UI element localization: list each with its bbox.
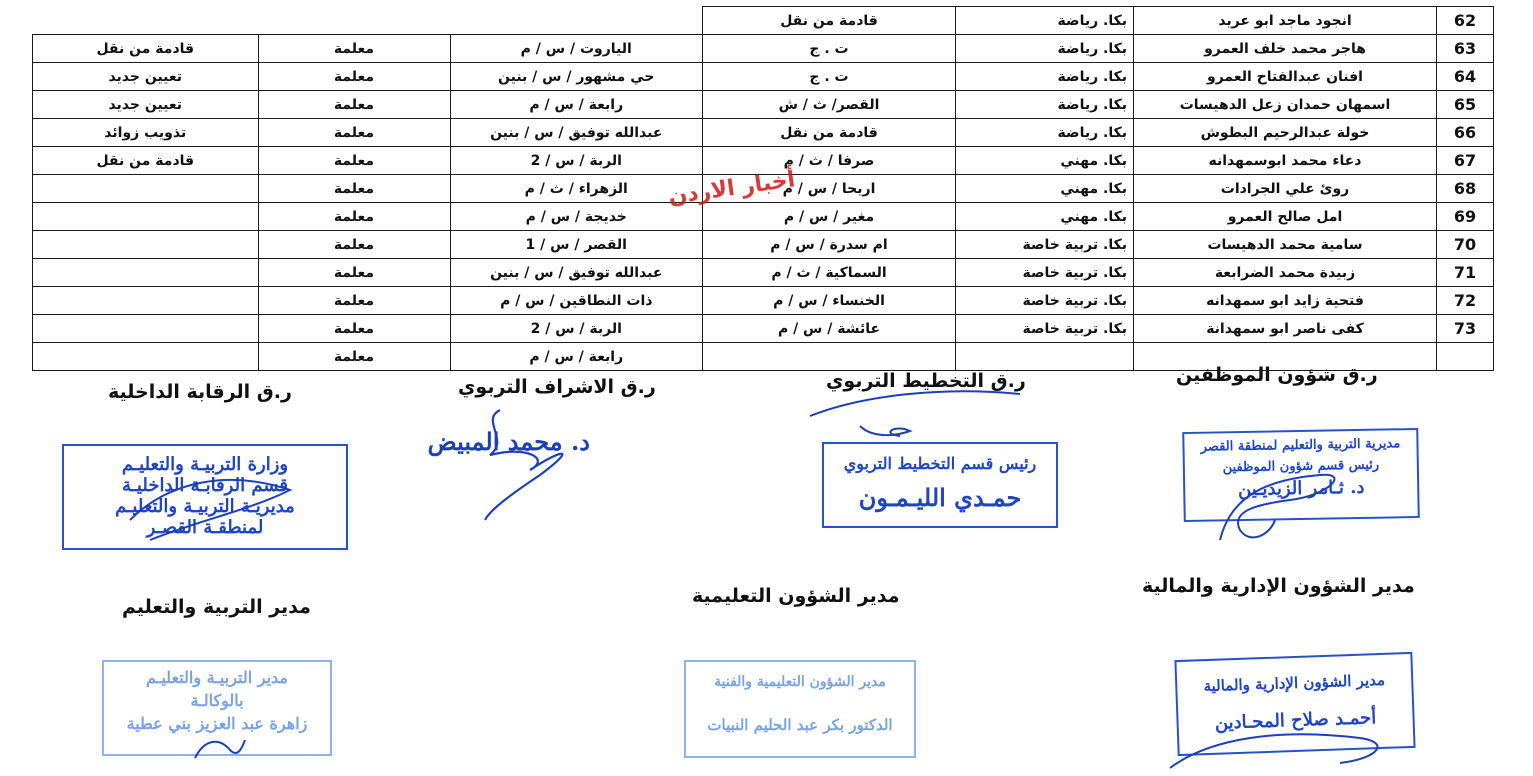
watermark: أخبار الاردن xyxy=(666,167,797,210)
note-cell xyxy=(33,203,259,231)
note-cell xyxy=(33,315,259,343)
to-school-cell: حي مشهور / س / بنين xyxy=(450,63,703,91)
stamp-educational: مدير الشؤون التعليمية والفنية الدكتور بكر عبد الحليم النبيات xyxy=(684,660,916,758)
row-number-cell: 68 xyxy=(1437,175,1494,203)
job-title-cell: معلمة xyxy=(258,35,450,63)
table-row xyxy=(33,147,1494,175)
row-number-cell: 63 xyxy=(1437,35,1494,63)
row-number-cell: 70 xyxy=(1437,231,1494,259)
teacher-name-cell: انجود ماجد ابو عريد xyxy=(1134,7,1437,35)
teacher-name-cell: كفى ناصر ابو سمهدانة xyxy=(1134,315,1437,343)
job-title-cell: معلمة xyxy=(258,259,450,287)
to-school-cell: عبدالله توفيق / س / بنين xyxy=(450,119,703,147)
specialization-cell: بكا. مهني xyxy=(956,147,1134,175)
specialization-cell: بكا. تربية خاصة xyxy=(956,287,1134,315)
title-educational: مدير الشؤون التعليمية xyxy=(692,585,900,607)
table-row xyxy=(33,91,1494,119)
to-school-cell: خديجة / س / م xyxy=(450,203,703,231)
note-cell xyxy=(33,287,259,315)
table-row xyxy=(33,287,1494,315)
to-school-cell: الزهراء / ث / م xyxy=(450,175,703,203)
note-cell: تذويب زوائد xyxy=(33,119,259,147)
job-title-cell: معلمة xyxy=(258,63,450,91)
teacher-name-cell: افنان عبدالفتاح العمرو xyxy=(1134,63,1437,91)
stamp-admin: مدير الشؤون الإدارية والمالية أحمـد صلاح المحـادين xyxy=(1174,652,1415,756)
job-title-cell: معلمة xyxy=(258,315,450,343)
title-planning: ر.ق التخطيط التربوي xyxy=(826,370,1026,392)
teacher-name-cell: دعاء محمد ابوسمهدانه xyxy=(1134,147,1437,175)
note-cell: قادمة من نقل xyxy=(33,147,259,175)
job-title-cell: معلمة xyxy=(258,231,450,259)
stamp-planning: رئيس قسم التخطيط التربوي حمـدي الليـمـون xyxy=(822,442,1058,528)
row-number-cell: 65 xyxy=(1437,91,1494,119)
stamp-personnel: مديرية التربية والتعليم لمنطقة القصر رئيس قسم شؤون الموظفين د. ثـامر الزيديـين xyxy=(1182,428,1420,522)
teacher-name-cell: زبيدة محمد الضرابعة xyxy=(1134,259,1437,287)
note-cell: قادمة من نقل xyxy=(33,35,259,63)
teacher-name-cell: امل صالح العمرو xyxy=(1134,203,1437,231)
title-supervision: ر.ق الاشراف التربوي xyxy=(458,376,656,398)
from-school-cell xyxy=(703,343,956,371)
job-title-cell: معلمة xyxy=(258,119,450,147)
job-title-cell: معلمة xyxy=(258,203,450,231)
to-school-cell: رابعة / س / م xyxy=(450,343,703,371)
row-number-cell xyxy=(1437,343,1494,371)
job-title-cell xyxy=(258,7,450,35)
from-school-cell: السماكية / ث / م xyxy=(703,259,956,287)
from-school-cell: القصر/ ث / ش xyxy=(703,91,956,119)
note-cell: تعيين جديد xyxy=(33,63,259,91)
title-director: مدير التربية والتعليم xyxy=(122,596,311,618)
to-school-cell xyxy=(450,7,703,35)
row-number-cell: 69 xyxy=(1437,203,1494,231)
table-row xyxy=(33,119,1494,147)
to-school-cell: الياروت / س / م xyxy=(450,35,703,63)
from-school-cell: ام سدرة / س / م xyxy=(703,231,956,259)
title-personnel: ر.ق شؤون الموظفين xyxy=(1176,364,1378,386)
note-cell xyxy=(33,231,259,259)
to-school-cell: الربة / س / 2 xyxy=(450,147,703,175)
job-title-cell: معلمة xyxy=(258,287,450,315)
from-school-cell: صرفا / ث / م xyxy=(703,147,956,175)
note-cell: تعيين جديد xyxy=(33,91,259,119)
row-number-cell: 66 xyxy=(1437,119,1494,147)
job-title-cell: معلمة xyxy=(258,175,450,203)
to-school-cell: القصر / س / 1 xyxy=(450,231,703,259)
note-cell xyxy=(33,343,259,371)
specialization-cell: بكا. تربية خاصة xyxy=(956,259,1134,287)
specialization-cell: بكا. تربية خاصة xyxy=(956,231,1134,259)
signature-supervision xyxy=(427,400,690,530)
title-audit: ر.ق الرقابة الداخلية xyxy=(108,381,292,403)
teacher-name-cell: سامية محمد الدهيسات xyxy=(1134,231,1437,259)
stamp-audit: وزارة التربيـة والتعليـم قسم الرقابـة الداخليـة مديريـة التربيـة والتعليـم لمنطقـة القصـر xyxy=(62,444,348,550)
title-admin: مدير الشؤون الإدارية والمالية xyxy=(1142,575,1415,597)
stamp-director: مدير التربيـة والتعليـم بالوكالـة زاهرة عبد العزيز بني عطية xyxy=(102,660,332,756)
from-school-cell: قادمة من نقل xyxy=(703,7,956,35)
row-number-cell: 73 xyxy=(1437,315,1494,343)
teacher-name-cell: فتحية زايد ابو سمهدانه xyxy=(1134,287,1437,315)
specialization-cell: بكا. رياضة xyxy=(956,119,1134,147)
from-school-cell: قادمة من نقل xyxy=(703,119,956,147)
row-number-cell: 64 xyxy=(1437,63,1494,91)
row-number-cell: 67 xyxy=(1437,147,1494,175)
from-school-cell: الخنساء / س / م xyxy=(703,287,956,315)
teacher-name-cell: هاجر محمد خلف العمرو xyxy=(1134,35,1437,63)
note-cell xyxy=(33,259,259,287)
specialization-cell: بكا. رياضة xyxy=(956,91,1134,119)
specialization-cell xyxy=(956,343,1134,371)
to-school-cell: الربة / س / 2 xyxy=(450,315,703,343)
job-title-cell: معلمة xyxy=(258,147,450,175)
specialization-cell: بكا. مهني xyxy=(956,203,1134,231)
row-number-cell: 71 xyxy=(1437,259,1494,287)
specialization-cell: بكا. رياضة xyxy=(956,63,1134,91)
row-number-cell: 62 xyxy=(1437,7,1494,35)
table-row xyxy=(33,7,1494,35)
table-row xyxy=(33,259,1494,287)
note-cell xyxy=(33,175,259,203)
table-row xyxy=(33,315,1494,343)
table-row xyxy=(33,63,1494,91)
from-school-cell: مغير / س / م xyxy=(703,203,956,231)
job-title-cell: معلمة xyxy=(258,343,450,371)
teacher-name-cell: روئ علي الجرادات xyxy=(1134,175,1437,203)
teacher-name-cell: اسمهان حمدان زعل الدهيسات xyxy=(1134,91,1437,119)
signature-supervision-text: د. محمد المبيض xyxy=(427,427,590,456)
table-row xyxy=(33,231,1494,259)
row-number-cell: 72 xyxy=(1437,287,1494,315)
specialization-cell: بكا. رياضة xyxy=(956,7,1134,35)
specialization-cell: بكا. تربية خاصة xyxy=(956,315,1134,343)
specialization-cell: بكا. رياضة xyxy=(956,35,1134,63)
table-row xyxy=(33,203,1494,231)
specialization-cell: بكا. مهني xyxy=(956,175,1134,203)
teacher-name-cell: خولة عبدالرحيم البطوش xyxy=(1134,119,1437,147)
note-cell xyxy=(33,7,259,35)
job-title-cell: معلمة xyxy=(258,91,450,119)
table-row xyxy=(33,35,1494,63)
to-school-cell: ذات النطاقين / س / م xyxy=(450,287,703,315)
from-school-cell: عائشة / س / م xyxy=(703,315,956,343)
to-school-cell: عبدالله توفيق / س / بنين xyxy=(450,259,703,287)
from-school-cell: ت . ج xyxy=(703,35,956,63)
from-school-cell: اريحا / س / م xyxy=(703,175,956,203)
to-school-cell: رابعة / س / م xyxy=(450,91,703,119)
from-school-cell: ت . ج xyxy=(703,63,956,91)
